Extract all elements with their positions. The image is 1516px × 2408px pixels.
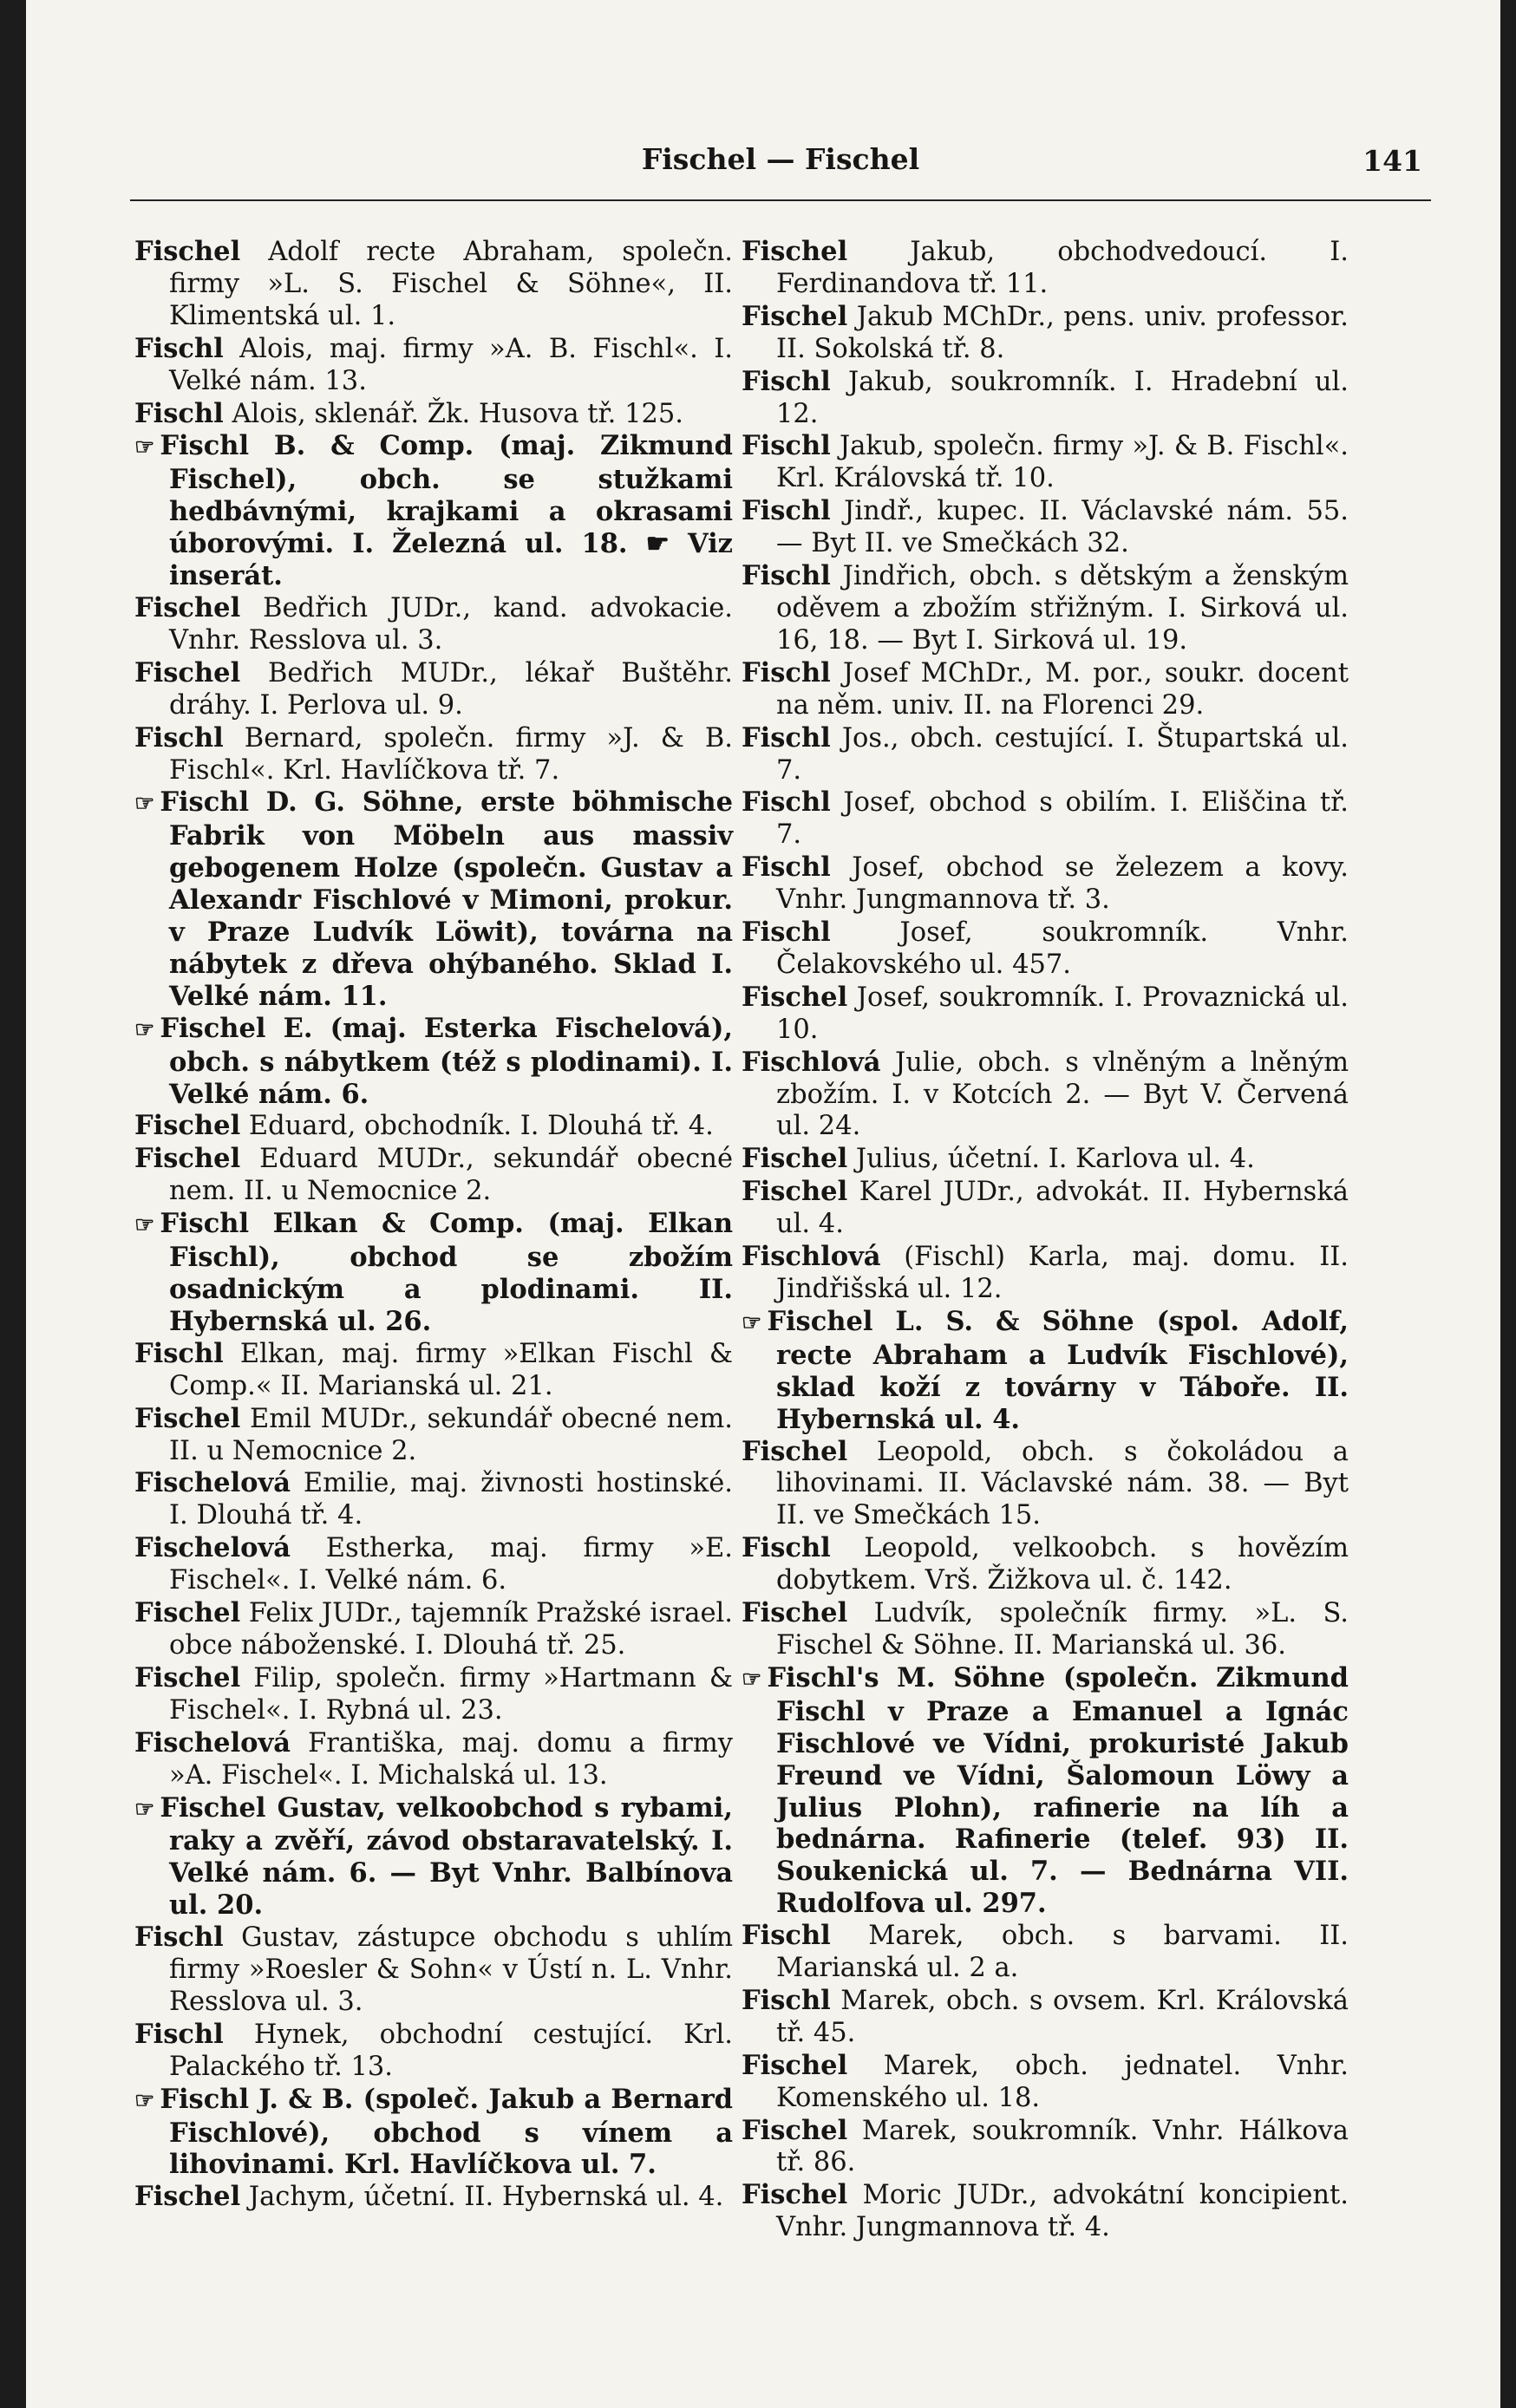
entry-text: Ludvík, společník firmy. »L. S. Fischel & Söhne. II. Marianská ul. 36. <box>776 1598 1349 1661</box>
directory-entry <box>134 1467 733 1532</box>
entry-text: Julie, obch. s vlněným a lněným zbožím. I. v Kotcích 2. — Byt V. Červená ul. 24. <box>776 1047 1349 1142</box>
entry-name: Fischelová <box>134 1726 291 1759</box>
directory-entry <box>134 1110 733 1143</box>
pointing-hand-icon: ☞ <box>134 1016 155 1043</box>
directory-entry <box>134 1662 733 1727</box>
directory-entry <box>134 398 733 431</box>
pointing-hand-icon: ☞ <box>134 434 155 461</box>
entry-text: Jakub MChDr., pens. univ. professor. II. Sokolská tř. 8. <box>776 301 1349 364</box>
entry-text: Jakub, společn. firmy »J. & B. Fischl«. Krl. Královská tř. 10. <box>776 431 1349 494</box>
directory-entry <box>134 1143 733 1208</box>
directory-entry <box>134 1338 733 1403</box>
entry-text: Bernard, společn. firmy »J. & B. Fischl«. Krl. Havlíčkova tř. 7. <box>169 722 733 786</box>
entry-text: Alois, sklenář. Žk. Husova tř. 125. <box>223 398 683 429</box>
directory-entry <box>742 495 1349 560</box>
entry-name: Fischl <box>134 721 224 754</box>
entry-name: Fischl <box>742 1920 831 1952</box>
directory-entry <box>742 1241 1349 1306</box>
directory-entry <box>742 852 1349 917</box>
entry-name: Fischel <box>134 1597 241 1629</box>
entry-text: Josef, soukromník. I. Provaznická ul. 10. <box>776 982 1349 1045</box>
entry-text: Jakub, obchodvedoucí. I. Ferdinandova tř. 11. <box>776 237 1349 299</box>
entry-name: Fischl <box>742 1984 831 2016</box>
directory-entry <box>742 236 1349 301</box>
directory-entry <box>742 1047 1349 1144</box>
entry-text: Julius, účetní. I. Karlova ul. 4. <box>847 1144 1255 1175</box>
entry-text: Gustav, zástupce obchodu s uhlím firmy »Roesler & Sohn« v Ústí n. L. Vnhr. Resslova ul. 3. <box>169 1922 733 2017</box>
directory-entry <box>742 2050 1349 2115</box>
entry-name: Fischl D. G. Söhne, <box>160 786 464 819</box>
entry-name: Fischel <box>742 2114 848 2146</box>
pointing-hand-icon: ☞ <box>134 791 155 818</box>
entry-name: Fischel <box>134 1661 241 1693</box>
entry-text: Bedřich JUDr., kand. advokacie. Vnhr. Resslova ul. 3. <box>169 592 733 656</box>
entry-text: velkoobchod s rybami, raky a zvěří, závod obstaravatelský. I. Velké nám. 6. — Byt Vnhr. Balbínova ul. 20. <box>169 1791 733 1922</box>
entry-name: Fischel <box>742 2049 848 2081</box>
directory-entry <box>742 1985 1349 2050</box>
entry-text: Karel JUDr., advokát. II. Hybernská ul. 4. <box>776 1177 1349 1240</box>
entry-text: (maj. Elkan Fischl), obchod se zbožím osadnickým a plodinami. II. Hybernská ul. 26. <box>169 1208 734 1337</box>
entry-text: Jindřich, obch. s dětským a ženským oděvem a zbožím střižným. I. Sirková ul. 16, 18. — Byt I. Sirková ul. 19. <box>776 561 1349 656</box>
entry-text: Estherka, maj. firmy »E. Fischel«. I. Velké nám. 6. <box>169 1533 733 1596</box>
pointing-hand-icon: ☞ <box>134 1212 155 1239</box>
entry-name: Fischel <box>742 1143 848 1175</box>
entry-text: Jos., obch. cestující. I. Štupartská ul. 7. <box>776 722 1349 786</box>
entry-text: Eduard MUDr., sekundář obecné nem. II. u Nemocnice 2. <box>169 1144 733 1207</box>
advert-entry <box>134 2084 733 2182</box>
entry-text: Hynek, obchodní cestující. Krl. Palackého tř. 13. <box>169 2019 733 2082</box>
entry-text: Leopold, obch. s čokoládou a lihovinami. II. Václavské nám. 38. — Byt II. ve Smečkách 15. <box>776 1436 1349 1531</box>
entry-text: Adolf recte Abraham, společn. firmy »L. S. Fischel & Söhne«, II. Klimentská ul. 1. <box>169 237 733 331</box>
directory-entry <box>742 1436 1349 1533</box>
directory-entry <box>742 1143 1349 1176</box>
pointing-hand-icon: ☞ <box>134 1796 155 1823</box>
entry-text: Bedřich MUDr., lékař Buštěhr. dráhy. I. Perlova ul. 9. <box>169 657 733 721</box>
entry-name: Fischel <box>134 1402 241 1434</box>
entry-name: Fischel <box>742 981 848 1013</box>
entry-name: Fischel <box>134 591 241 623</box>
directory-entry <box>134 2181 733 2214</box>
advert-entry <box>134 1013 733 1111</box>
right-column <box>742 236 1349 2244</box>
pointing-hand-icon: ☞ <box>742 1309 762 1336</box>
entry-text: (spol. Adolf, recte Abraham a Ludvík Fischlové), sklad koží z továrny v Táboře. II. Hybernská ul. 4. <box>776 1305 1349 1435</box>
directory-entry <box>742 1176 1349 1241</box>
entry-name: Fischel <box>134 1110 241 1142</box>
directory-entry <box>134 2019 733 2084</box>
entry-text: Moric JUDr., advokátní koncipient. Vnhr. Jungmannova tř. 4. <box>776 2180 1349 2243</box>
directory-entry <box>742 722 1349 787</box>
entry-text: Filip, společn. firmy »Hartmann & Fischel«. I. Rybná ul. 23. <box>169 1662 733 1726</box>
directory-entry <box>134 1727 733 1792</box>
advert-entry <box>134 786 733 1012</box>
advert-entry <box>742 1662 1349 1920</box>
entry-text: Josef MChDr., M. por., soukr. docent na něm. univ. II. na Florenci 29. <box>776 657 1349 721</box>
directory-entry <box>134 333 733 398</box>
entry-text: (společn. Zikmund Fischl v Praze a Emanuel a Ignác Fischlové ve Vídni, prokuristé Jakub Freund ve Vídni, Šalomoun Löwy a Julius Plohn), rafinerie na líh a bednárna. Rafinerie (telef. 93) II. Soukenická ul. 7. — Bednárna VII. Rudolfova ul. 297. <box>776 1661 1349 1920</box>
entry-name: Fischl <box>134 2018 224 2050</box>
directory-entry <box>134 1403 733 1468</box>
entry-text: Jindř., kupec. II. Václavské nám. 55. — Byt II. ve Smečkách 32. <box>776 496 1349 559</box>
entry-text: Alois, maj. firmy »A. B. Fischl«. I. Velké nám. 13. <box>169 333 733 396</box>
pointing-hand-icon: ☞ <box>134 2087 155 2114</box>
entry-name: Fischl <box>134 332 224 364</box>
directory-entry <box>742 366 1349 431</box>
entry-name: Fischlová <box>742 1046 881 1078</box>
entry-text: Marek, obch. s barvami. II. Marianská ul. 2 a. <box>776 1921 1349 1984</box>
entry-name: Fischel L. S. & Söhne <box>767 1305 1134 1337</box>
entry-name: Fischl <box>134 1922 224 1954</box>
entry-text: Elkan, maj. firmy »Elkan Fischl & Comp.« II. Marianská ul. 21. <box>169 1338 733 1401</box>
entry-name: Fischel <box>134 2181 241 2213</box>
pointing-hand-icon: ☞ <box>742 1666 762 1693</box>
entry-name: Fischl <box>742 1532 831 1564</box>
entry-name: Fischelová <box>134 1467 291 1499</box>
entry-text: erste böhmische Fabrik von Möbeln aus massiv gebogenem Holze (společn. Gustav a Alexandr Fischlové v Mimoni, prokur. v Praze Ludvík Löwit), továrna na nábytek z dřeva ohýbaného. Sklad I. Velké nám. 11. <box>169 786 734 1012</box>
entry-name: Fischel <box>742 236 848 267</box>
entry-text: Felix JUDr., tajemník Pražské israel. obce náboženské. I. Dlouhá tř. 25. <box>169 1598 733 1661</box>
entry-text: Josef, obchod s obilím. I. Eliščina tř. 7. <box>776 787 1349 851</box>
page-header <box>130 139 1431 201</box>
directory-entry <box>742 301 1349 366</box>
entry-name: Fischl's M. Söhne <box>767 1661 1046 1693</box>
entry-name: Fischl <box>742 656 831 688</box>
directory-entry <box>134 1922 733 2019</box>
entry-text: Eduard, obchodník. I. Dlouhá tř. 4. <box>240 1111 714 1142</box>
entry-name: Fischl <box>134 397 224 429</box>
entry-text: Marek, obch. s ovsem. Krl. Královská tř. 45. <box>776 1985 1349 2048</box>
advert-entry <box>134 1792 733 1922</box>
advert-entry <box>134 430 733 592</box>
directory-entry <box>742 1532 1349 1597</box>
directory-entry <box>134 1532 733 1597</box>
directory-entry <box>742 786 1349 852</box>
entry-name: Fischl <box>742 786 831 819</box>
entry-name: Fischel Gustav, <box>160 1791 386 1824</box>
entry-name: Fischl <box>742 721 831 754</box>
directory-entry <box>742 657 1349 722</box>
entry-text: (Fischl) Karla, maj. domu. II. Jindřišská ul. 12. <box>776 1242 1349 1304</box>
left-column <box>134 236 733 2214</box>
entry-text: (maj. Esterka Fischelová), obch. s nábytkem (též s plodinami). I. Velké nám. 6. <box>169 1012 733 1110</box>
entry-text: Marek, obch. jednatel. Vnhr. Komenského ul. 18. <box>776 2050 1349 2113</box>
entry-name: Fischel <box>134 236 241 267</box>
entry-name: Fischl <box>742 495 831 527</box>
entry-name: Fischl <box>742 917 831 949</box>
directory-page <box>26 0 1500 2408</box>
running-head: Fischel — Fischel <box>641 142 920 176</box>
directory-entry <box>742 982 1349 1047</box>
entry-name: Fischel <box>134 656 241 688</box>
entry-name: Fischlová <box>742 1241 881 1273</box>
directory-entry <box>134 236 733 333</box>
directory-entry <box>134 592 733 657</box>
entry-text: (maj. Zikmund Fischel), obch. se stužkami hedbávnými, krajkami a okrasami úborovými. I. Železná ul. 18. ☛ Viz inserát. <box>169 430 733 592</box>
directory-entry <box>742 1920 1349 1985</box>
entry-name: Fischl B. & Comp. <box>160 430 474 462</box>
entry-name: Fischl Elkan & Comp. <box>160 1208 524 1240</box>
entry-text: Emil MUDr., sekundář obecné nem. II. u Nemocnice 2. <box>169 1403 733 1466</box>
entry-name: Fischl J. & B. <box>160 2083 354 2115</box>
directory-entry <box>742 2115 1349 2180</box>
entry-text: Jakub, soukromník. I. Hradební ul. 12. <box>776 366 1349 429</box>
entry-text: Marek, soukromník. Vnhr. Hálkova tř. 86. <box>776 2115 1349 2178</box>
entry-name: Fischel <box>742 1176 848 1208</box>
entry-text: Leopold, velkoobch. s hovězím dobytkem. Vrš. Žižkova ul. č. 142. <box>776 1533 1349 1596</box>
directory-entry <box>742 2179 1349 2244</box>
entry-name: Fischl <box>742 560 831 592</box>
entry-name: Fischl <box>742 430 831 462</box>
page-number: 141 <box>1362 144 1422 178</box>
directory-entry <box>742 1597 1349 1662</box>
directory-entry <box>134 657 733 722</box>
entry-text: Emilie, maj. živnosti hostinské. I. Dlouhá tř. 4. <box>169 1468 733 1531</box>
entry-name: Fischel <box>742 2179 848 2211</box>
directory-entry <box>134 1597 733 1662</box>
advert-entry <box>134 1208 733 1338</box>
entry-name: Fischel <box>742 1597 848 1629</box>
entry-name: Fischelová <box>134 1532 291 1564</box>
entry-name: Fischl <box>134 1337 224 1369</box>
entry-name: Fischel <box>134 1143 241 1175</box>
entry-text: (společ. Jakub a Bernard Fischlové), obchod s vínem a lihovinami. Krl. Havlíčkova ul. 7. <box>169 2083 733 2181</box>
advert-entry <box>742 1306 1349 1436</box>
directory-entry <box>742 430 1349 495</box>
entry-name: Fischl <box>742 365 831 397</box>
entry-text: Františka, maj. domu a firmy »A. Fischel«. I. Michalská ul. 13. <box>169 1727 733 1791</box>
entry-name: Fischel E. <box>160 1012 313 1044</box>
entry-text: Josef, soukromník. Vnhr. Čelakovského ul. 457. <box>776 917 1349 980</box>
entry-text: Jachym, účetní. II. Hybernská ul. 4. <box>240 2182 724 2213</box>
entry-name: Fischl <box>742 852 831 884</box>
directory-entry <box>134 722 733 787</box>
directory-entry <box>742 917 1349 982</box>
entry-name: Fischel <box>742 1435 848 1467</box>
directory-entry <box>742 560 1349 657</box>
entry-name: Fischel <box>742 300 848 332</box>
entry-text: Josef, obchod se železem a kovy. Vnhr. Jungmannova tř. 3. <box>776 852 1349 916</box>
